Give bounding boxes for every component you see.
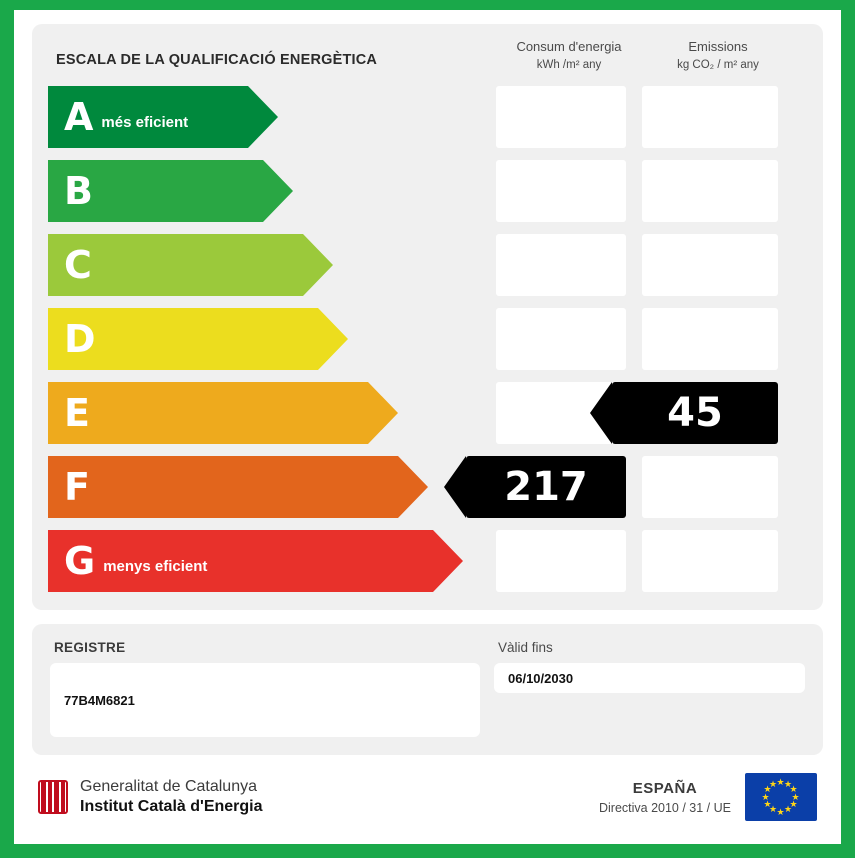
band-cell-f [48, 456, 488, 518]
value-arrow-icon [590, 382, 612, 444]
band-cell-b [48, 160, 488, 222]
band-b [48, 160, 263, 222]
generalitat-line1: Generalitat de Catalunya [80, 778, 257, 795]
emissions-cell-box [642, 86, 778, 148]
band-letter: B [64, 169, 93, 213]
band-arrow-icon [433, 530, 463, 592]
band-f [48, 456, 398, 518]
emissions-cell-box [642, 456, 778, 518]
scale-row [48, 232, 807, 298]
eu-star-icon: ★ [761, 791, 770, 802]
emissions-cell-box [642, 160, 778, 222]
registry-label: REGISTRE [54, 640, 126, 655]
energy-cell [488, 234, 634, 296]
band-e [48, 382, 368, 444]
emissions-cell [634, 86, 786, 148]
generalitat-text [80, 777, 263, 817]
band-cell-c [48, 234, 488, 296]
footer-left [38, 777, 599, 817]
column-header-energy-units: kWh /m² any [536, 58, 602, 71]
band-letter: E [64, 391, 90, 435]
scale-rows [48, 84, 807, 594]
generalitat-line2: Institut Català d'Energia [80, 798, 263, 815]
band-cell-a [48, 86, 488, 148]
certificate-footer [32, 767, 823, 827]
scale-title: ESCALA DE LA QUALIFICACIÓ ENERGÈTICA [56, 52, 378, 68]
emissions-cell [634, 382, 786, 444]
band-arrow-icon [263, 160, 293, 222]
energy-cell-box [496, 234, 626, 296]
scale-header [48, 38, 807, 84]
energy-cell [488, 530, 634, 592]
energy-cell-box [496, 86, 626, 148]
emissions-cell [634, 530, 786, 592]
energy-cell-box [496, 160, 626, 222]
band-letter: F [64, 465, 90, 509]
band-letter: G [64, 539, 96, 583]
eu-star-icon: ★ [769, 804, 778, 815]
band-arrow-icon [248, 86, 278, 148]
energy-cell [488, 86, 634, 148]
band-d [48, 308, 318, 370]
eu-star-icon: ★ [784, 778, 793, 789]
scale-row [48, 528, 807, 594]
valid-until-value: 06/10/2030 [494, 663, 805, 693]
valid-until-label: Vàlid fins [498, 640, 553, 655]
eu-star-icon: ★ [763, 799, 772, 809]
column-header-emissions [642, 38, 794, 74]
band-note: menys eficient [103, 557, 208, 575]
directive-label: Directiva 2010 / 31 / UE [598, 800, 731, 815]
emissions-cell-box [642, 308, 778, 370]
band-arrow-icon [398, 456, 428, 518]
scale-row [48, 306, 807, 372]
footer-right [599, 773, 817, 821]
energy-cell-box [496, 308, 626, 370]
eu-star-icon: ★ [789, 799, 798, 809]
band-note: més eficient [101, 113, 189, 131]
band-g [48, 530, 433, 592]
registry-panel [32, 624, 823, 755]
band-c [48, 234, 303, 296]
energy-cell [488, 456, 634, 518]
emissions-value: 45 [612, 382, 778, 444]
column-header-emissions-title: Emissions [688, 39, 748, 54]
energy-scale-panel [32, 24, 823, 610]
energy-cell-box [496, 530, 626, 592]
certificate-inner [14, 10, 841, 844]
band-letter: C [64, 243, 92, 287]
energy-cell [488, 308, 634, 370]
registry-left [50, 640, 480, 737]
eu-star-icon: ★ [789, 784, 798, 794]
eu-star-icon: ★ [763, 784, 772, 794]
emissions-cell [634, 160, 786, 222]
country-label: ESPAÑA [632, 779, 698, 797]
emissions-cell [634, 308, 786, 370]
scale-row [48, 158, 807, 224]
column-header-emissions-units: kg CO₂ / m² any [677, 58, 759, 71]
eu-star-icon: ★ [784, 804, 793, 815]
eu-star-icon: ★ [776, 776, 785, 787]
registry-code: 77B4M6821 [50, 663, 480, 737]
eu-star-icon: ★ [769, 778, 778, 789]
column-header-energy [496, 38, 642, 74]
registry-right [480, 640, 805, 737]
emissions-cell [634, 234, 786, 296]
band-letter: D [64, 317, 96, 361]
value-arrow-icon [444, 456, 466, 518]
band-arrow-icon [303, 234, 333, 296]
eu-star-icon: ★ [791, 791, 800, 802]
emissions-cell [634, 456, 786, 518]
band-arrow-icon [318, 308, 348, 370]
eu-flag-icon [745, 773, 817, 821]
band-cell-g [48, 530, 488, 592]
band-letter: A [64, 95, 94, 139]
energy-cell [488, 160, 634, 222]
country-block [599, 780, 731, 815]
column-header-energy-title: Consum d'energia [516, 39, 622, 54]
scale-row [48, 84, 807, 150]
emissions-cell-box [642, 530, 778, 592]
band-cell-d [48, 308, 488, 370]
eu-star-icon: ★ [776, 806, 785, 817]
energy-consumption-value: 217 [466, 456, 626, 518]
scale-row [48, 454, 807, 520]
band-cell-e [48, 382, 488, 444]
scale-row [48, 380, 807, 446]
band-arrow-icon [368, 382, 398, 444]
emissions-cell-box [642, 234, 778, 296]
generalitat-logo-icon [38, 780, 68, 814]
band-a [48, 86, 248, 148]
